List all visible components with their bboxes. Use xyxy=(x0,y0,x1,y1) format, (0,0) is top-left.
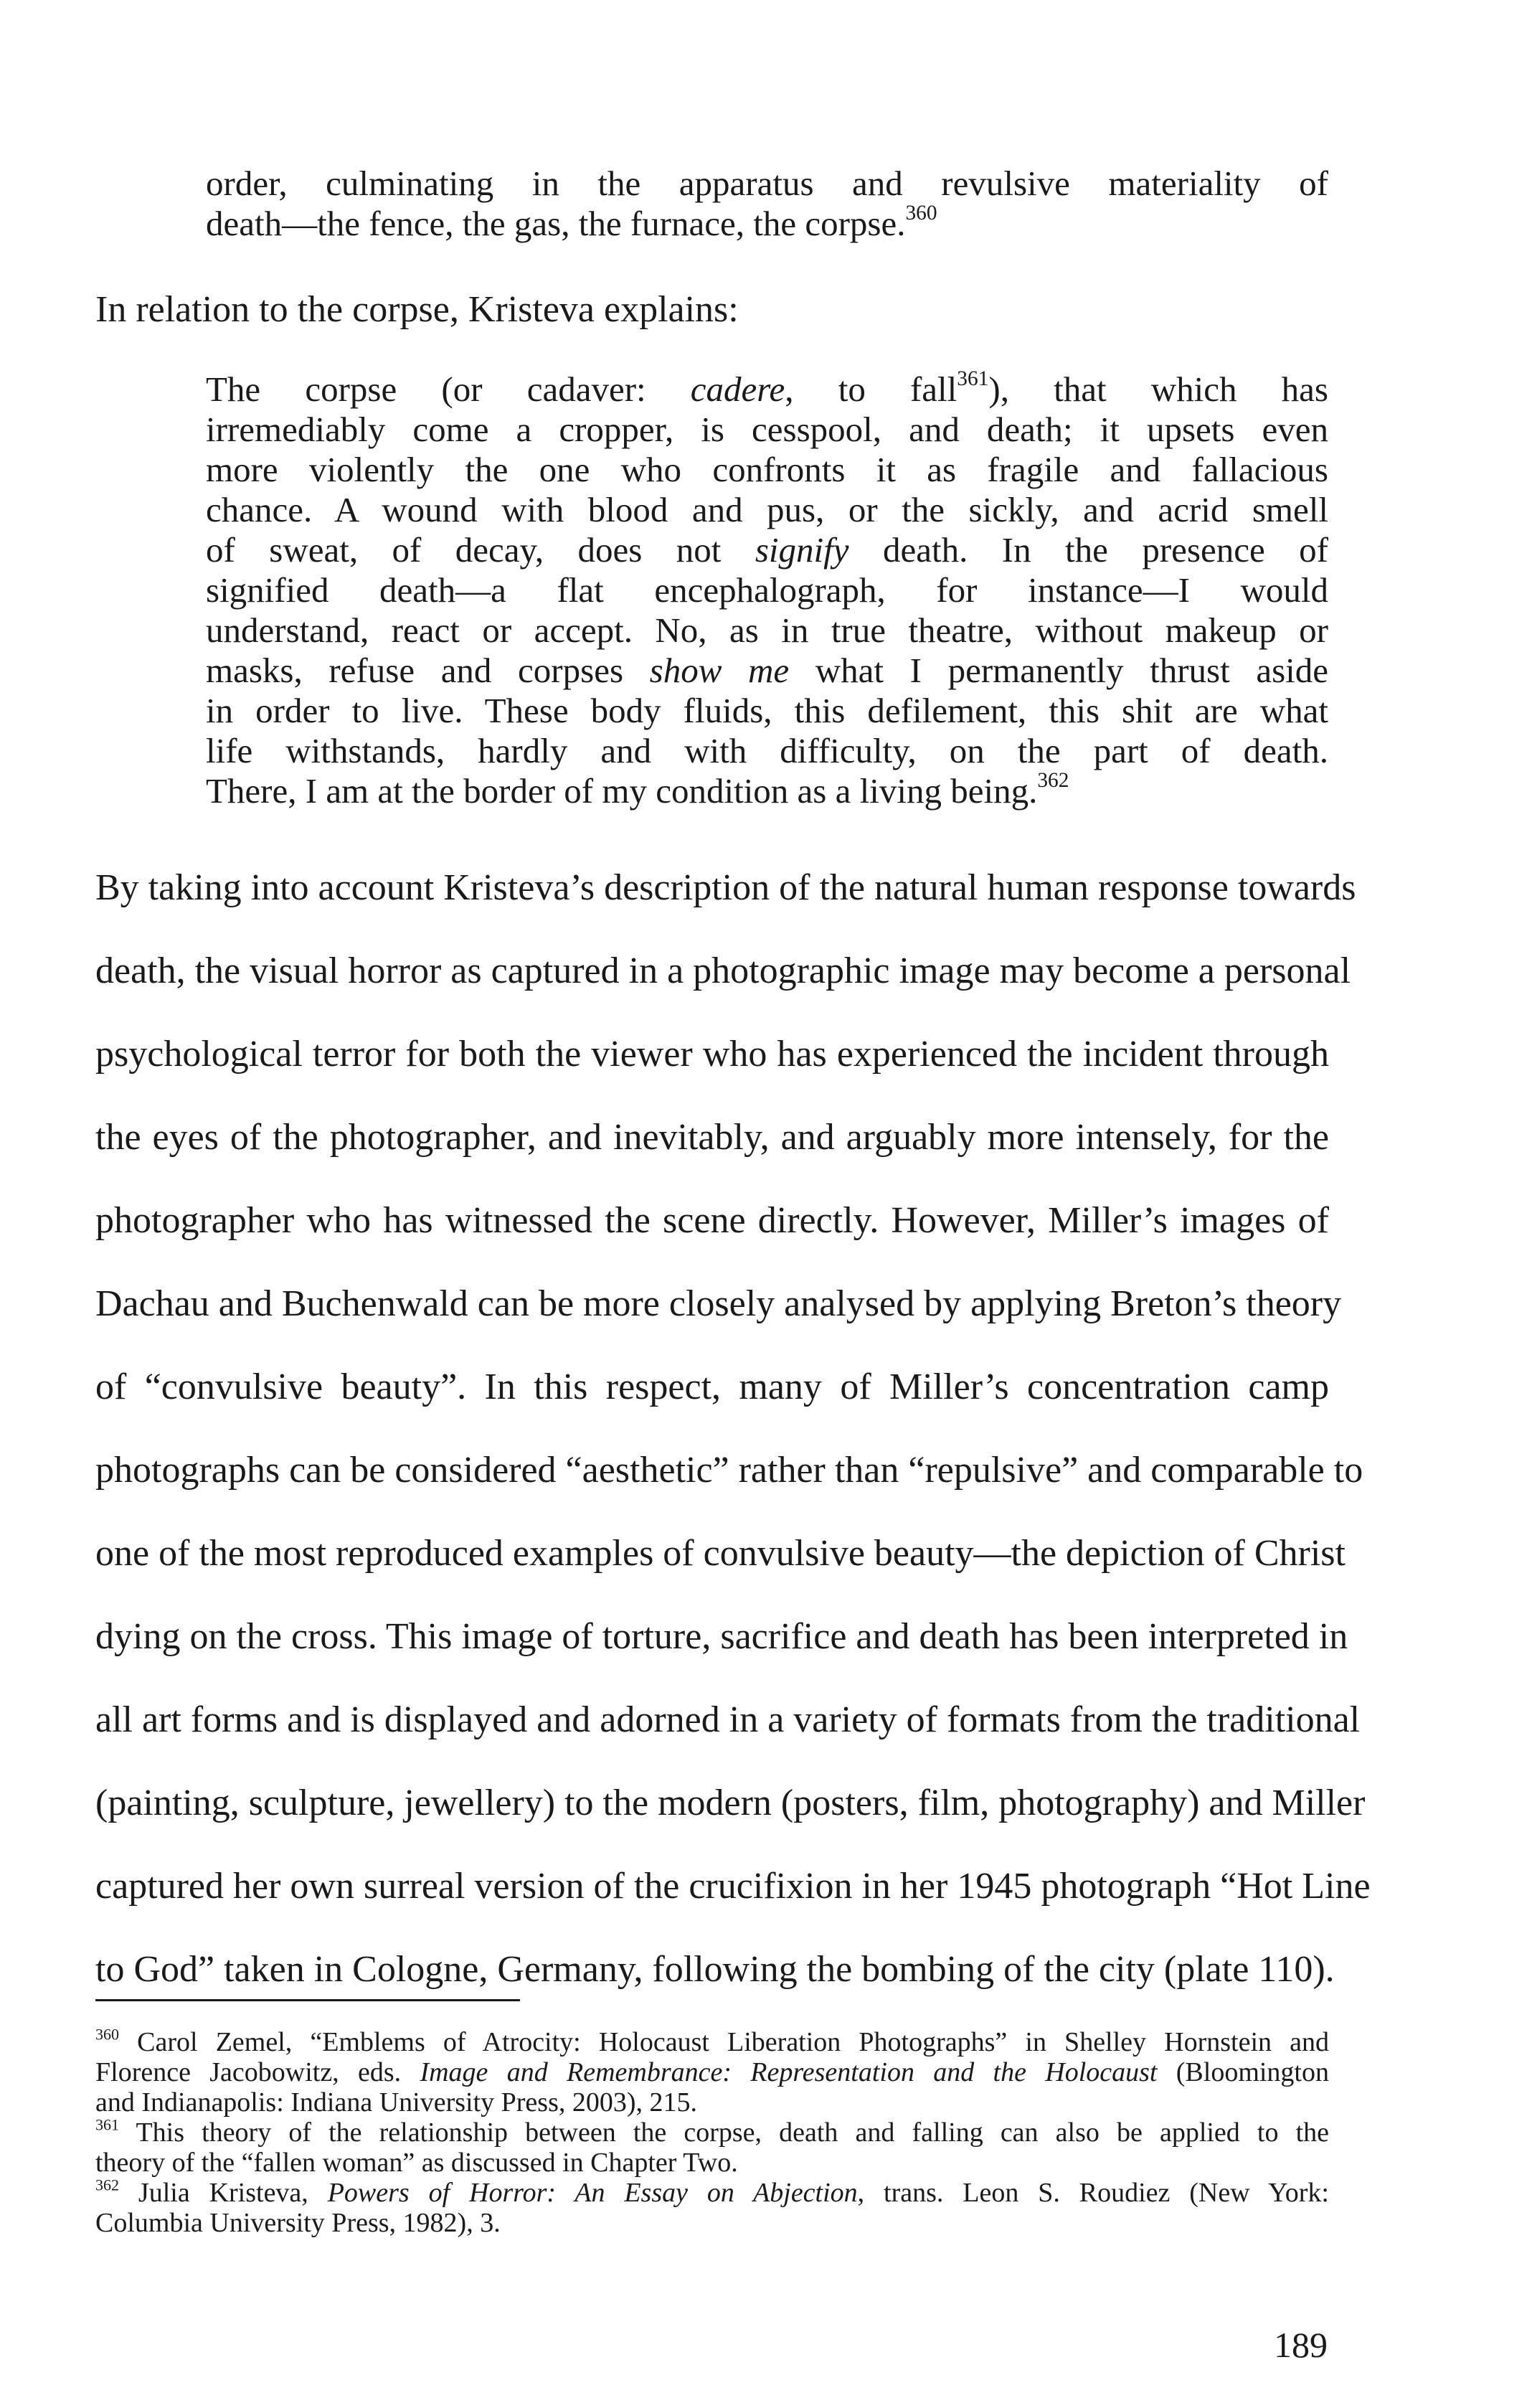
quote-line: masks, refuse and corpses show me what I permanently thrust aside xyxy=(206,651,1329,690)
body-line: dying on the cross. This image of torture, sacrifice and death has been interpreted in xyxy=(95,1616,1348,1657)
quote-line: signified death—a flat encephalograph, for instance—I would xyxy=(206,570,1328,610)
quote-line: understand, react or accept. No, as in true theatre, without makeup or xyxy=(206,610,1328,650)
quote-line: death—the fence, the gas, the furnace, the corpse.$^{360}$ xyxy=(206,201,937,243)
body-line: Dachau and Buchenwald can be more closely analysed by applying Breton’s theory xyxy=(95,1283,1342,1324)
quote-line: chance. A wound with blood and pus, or the sickly, and acrid smell xyxy=(206,490,1328,529)
footnote-360-line: Florence Jacobowitz, eds. Image and Remembrance: Representation and the Holocaust (Bloomington xyxy=(95,2057,1329,2087)
body-line: photographer who has witnessed the scene directly. However, Miller’s images of xyxy=(95,1200,1329,1241)
body-line: captured her own surreal version of the crucifixion in her 1945 photograph “Hot Line xyxy=(95,1866,1371,1907)
body-line: psychological terror for both the viewer who has experienced the incident through xyxy=(95,1034,1329,1075)
body-line: the eyes of the photographer, and inevitably, and arguably more intensely, for the xyxy=(95,1117,1329,1158)
quote-line: The corpse (or cadaver: cadere, to fall$^{361}$), that which has xyxy=(206,367,1329,409)
footnote-361-line: $^{361}$ This theory of the relationship between the corpse, death and falling can also be applied to the xyxy=(95,2115,1329,2148)
body-line: of “convulsive beauty”. In this respect, many of Miller’s concentration camp xyxy=(95,1366,1329,1407)
footnote-number: 361 xyxy=(95,2115,120,2134)
body-line: to God” taken in Cologne, Germany, following the bombing of the city (plate 110). xyxy=(95,1949,1335,1990)
body-line: death, the visual horror as captured in a photographic image may become a personal xyxy=(95,950,1351,991)
quote-line: There, I am at the border of my condition as a living being.$^{362}$ xyxy=(206,768,1069,811)
body-line: By taking into account Kristeva’s description of the natural human response towards xyxy=(95,867,1356,908)
footnote-362-line: $^{362}$ Julia Kristeva, Powers of Horror: An Essay on Abjection, trans. Leon S. Roudiez (New York: xyxy=(95,2176,1329,2208)
footnote-ref[interactable]: 360 xyxy=(905,201,937,225)
footnote-360-line: and Indianapolis: Indiana University Press, 2003), 215. xyxy=(95,2087,698,2117)
footnote-362-line: Columbia University Press, 1982), 3. xyxy=(95,2208,501,2238)
footnote-ref[interactable]: 361 xyxy=(957,367,989,390)
footnote-divider xyxy=(95,1999,520,2001)
footnote-360-line: $^{360}$ Carol Zemel, “Emblems of Atrocity: Holocaust Liberation Photographs” in Shelley Hornstein and xyxy=(95,2025,1329,2057)
quote-line: of sweat, of decay, does not signify death. In the presence of xyxy=(206,530,1328,570)
footnote-number: 362 xyxy=(95,2176,120,2194)
body-line: one of the most reproduced examples of convulsive beauty—the depiction of Christ xyxy=(95,1533,1346,1574)
footnote-number: 360 xyxy=(95,2025,120,2044)
page-number: 189 xyxy=(1274,2325,1328,2365)
quote-line: irremediably come a cropper, is cesspool, and death; it upsets even xyxy=(206,410,1328,449)
footnote-361-line: theory of the “fallen woman” as discussed in Chapter Two. xyxy=(95,2148,738,2178)
body-line: (painting, sculpture, jewellery) to the modern (posters, film, photography) and Miller xyxy=(95,1783,1366,1823)
body-line: all art forms and is displayed and adorned in a variety of formats from the traditional xyxy=(95,1699,1361,1740)
body-line: photographs can be considered “aesthetic” rather than “repulsive” and comparable to xyxy=(95,1450,1363,1491)
intro-sentence: In relation to the corpse, Kristeva explains: xyxy=(95,289,739,330)
quote-line: order, culminating in the apparatus and revulsive materiality of xyxy=(206,164,1328,203)
footnote-ref[interactable]: 362 xyxy=(1037,768,1069,792)
quote-line: in order to live. These body fluids, this defilement, this shit are what xyxy=(206,691,1328,730)
quote-line: more violently the one who confronts it as fragile and fallacious xyxy=(206,450,1328,489)
quote-line: life withstands, hardly and with difficulty, on the part of death. xyxy=(206,731,1328,770)
